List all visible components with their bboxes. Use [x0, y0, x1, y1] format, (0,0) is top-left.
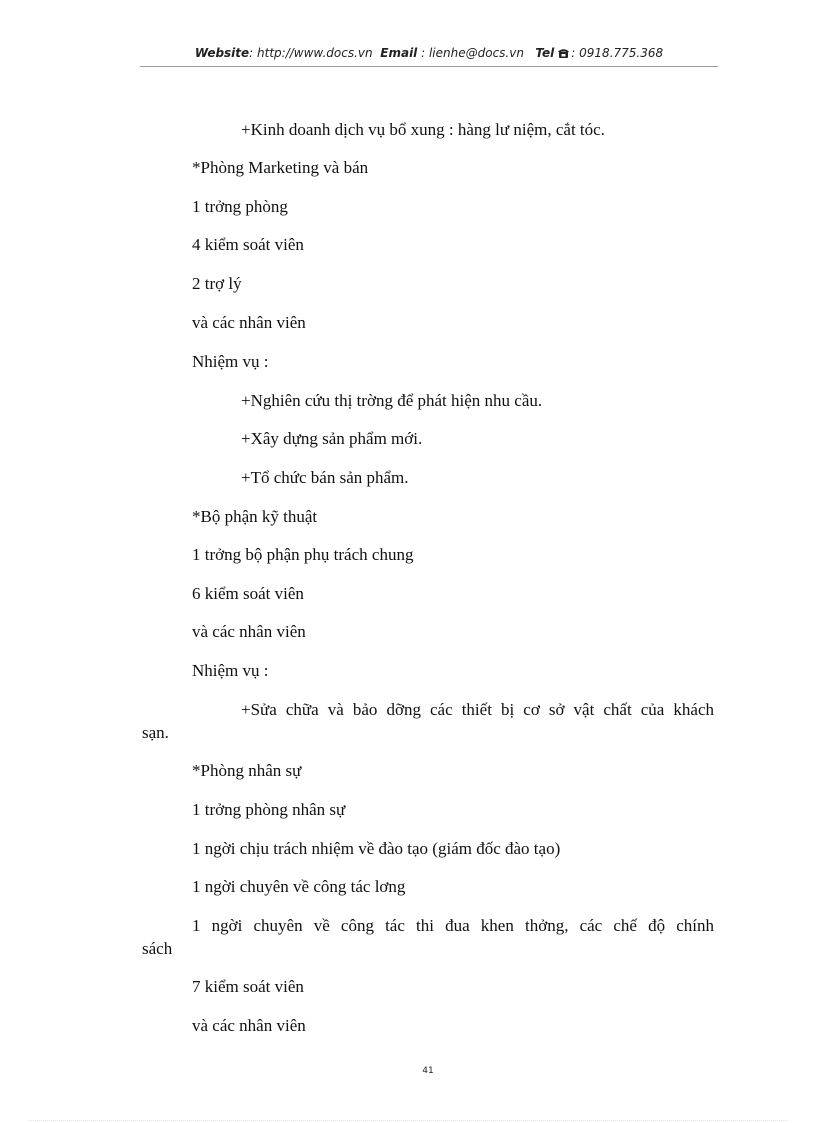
section-heading: *Bộ phận kỹ thuật: [192, 507, 318, 526]
body-line: và các nhân viên: [192, 622, 306, 641]
body-line: +Nghiên cứu thị trờng để phát hiện nhu cầu.: [241, 391, 543, 410]
body-line: Nhiệm vụ :: [192, 352, 269, 371]
body-line: và các nhân viên: [192, 1016, 306, 1035]
body-line: 2 trợ lý: [192, 274, 242, 293]
body-line: 7 kiểm soát viên: [192, 977, 304, 996]
website-url[interactable]: : http://www.docs.vn: [249, 46, 373, 60]
body-line: +Tổ chức bán sản phẩm.: [241, 468, 409, 487]
telephone-icon: [558, 47, 569, 57]
page-number: 41: [422, 1066, 434, 1076]
website-label: Website: [194, 46, 250, 60]
body-line: +Sửa chữa và bảo dỡng các thiết bị cơ sở vật chất của khách: [241, 700, 714, 719]
footer-divider: [28, 1120, 788, 1121]
email-address[interactable]: : lienhe@docs.vn: [417, 46, 524, 60]
body-line-justified: [241, 700, 714, 720]
tel-label: Tel: [535, 46, 555, 60]
body-line-justified: [192, 916, 714, 936]
email-label: Email: [380, 46, 418, 60]
section-heading: *Phòng Marketing và bán: [192, 158, 369, 177]
body-line: 4 kiểm soát viên: [192, 235, 304, 254]
body-line: 1 trởng phòng: [192, 197, 288, 216]
body-line: +Kinh doanh dịch vụ bổ xung : hàng lư niệm, cắt tóc.: [241, 120, 605, 139]
body-line: 1 trởng bộ phận phụ trách chung: [192, 545, 414, 564]
body-line: sách: [142, 939, 173, 958]
body-line: 1 ngời chuyên về công tác lơng: [192, 877, 406, 896]
body-line: sạn.: [142, 723, 169, 742]
body-line: 1 ngời chịu trách nhiệm về đào tạo (giám đốc đào tạo): [192, 839, 561, 858]
page-header: [140, 46, 718, 66]
body-line: Nhiệm vụ :: [192, 661, 269, 680]
body-line: +Xây dựng sản phẩm mới.: [241, 429, 423, 448]
body-line: và các nhân viên: [192, 313, 306, 332]
header-rule: [140, 66, 718, 67]
body-line: 1 ngời chuyên về công tác thi đua khen thởng, các chế độ chính: [192, 916, 714, 935]
section-heading: *Phòng nhân sự: [192, 761, 302, 780]
body-line: 6 kiểm soát viên: [192, 584, 304, 603]
tel-number: : 0918.775.368: [571, 46, 664, 60]
body-line: 1 trởng phòng nhân sự: [192, 800, 346, 819]
